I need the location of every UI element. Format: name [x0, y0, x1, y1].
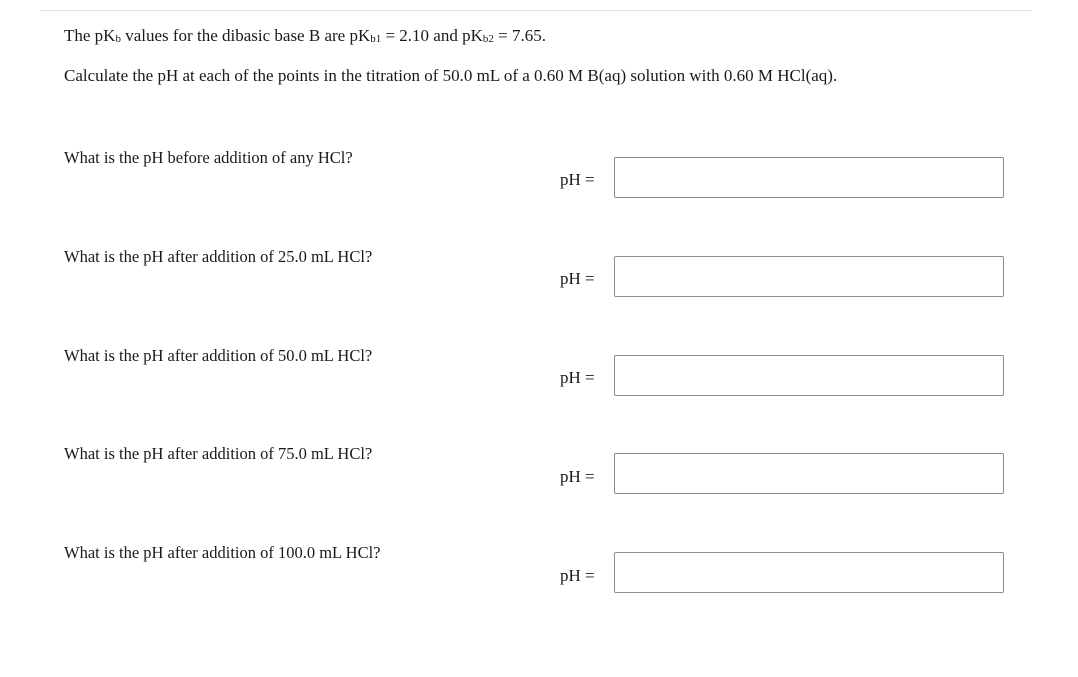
- ph-answer-input-4[interactable]: [614, 453, 1004, 494]
- problem-statement-pkb: [64, 26, 546, 46]
- problem-statement-titration: Calculate the pH at each of the points in the titration of 50.0 mL of a 0.60 M B(aq) solution with 0.60 M HCl(aq).: [64, 66, 838, 85]
- ph-answer-input-2[interactable]: [614, 256, 1004, 297]
- intro-text-3: = 2.10 and pK: [381, 26, 483, 45]
- question-5-text: What is the pH after addition of 100.0 mL HCl?: [64, 543, 381, 562]
- ph-label-4: pH =: [560, 467, 595, 486]
- ph-answer-input-5[interactable]: [614, 552, 1004, 593]
- intro-sub-2: b1: [370, 33, 382, 45]
- ph-label-3: pH =: [560, 368, 595, 387]
- question-4-text: What is the pH after addition of 75.0 mL HCl?: [64, 444, 373, 463]
- ph-label-2: pH =: [560, 269, 595, 288]
- top-divider: [40, 10, 1032, 11]
- intro-sub-3: b2: [482, 33, 494, 45]
- question-2-text: What is the pH after addition of 25.0 mL HCl?: [64, 247, 373, 266]
- ph-answer-input-3[interactable]: [614, 355, 1004, 396]
- intro-text-2: values for the dibasic base B are pK: [120, 26, 371, 45]
- ph-label-5: pH =: [560, 566, 595, 585]
- ph-label-1: pH =: [560, 170, 595, 189]
- intro-sub-1: b: [115, 33, 121, 45]
- ph-answer-input-1[interactable]: [614, 157, 1004, 198]
- intro-text-4: = 7.65.: [493, 26, 546, 45]
- question-3-text: What is the pH after addition of 50.0 mL HCl?: [64, 346, 373, 365]
- question-1-text: What is the pH before addition of any HCl?: [64, 148, 353, 167]
- intro-text-1: The pK: [64, 26, 116, 45]
